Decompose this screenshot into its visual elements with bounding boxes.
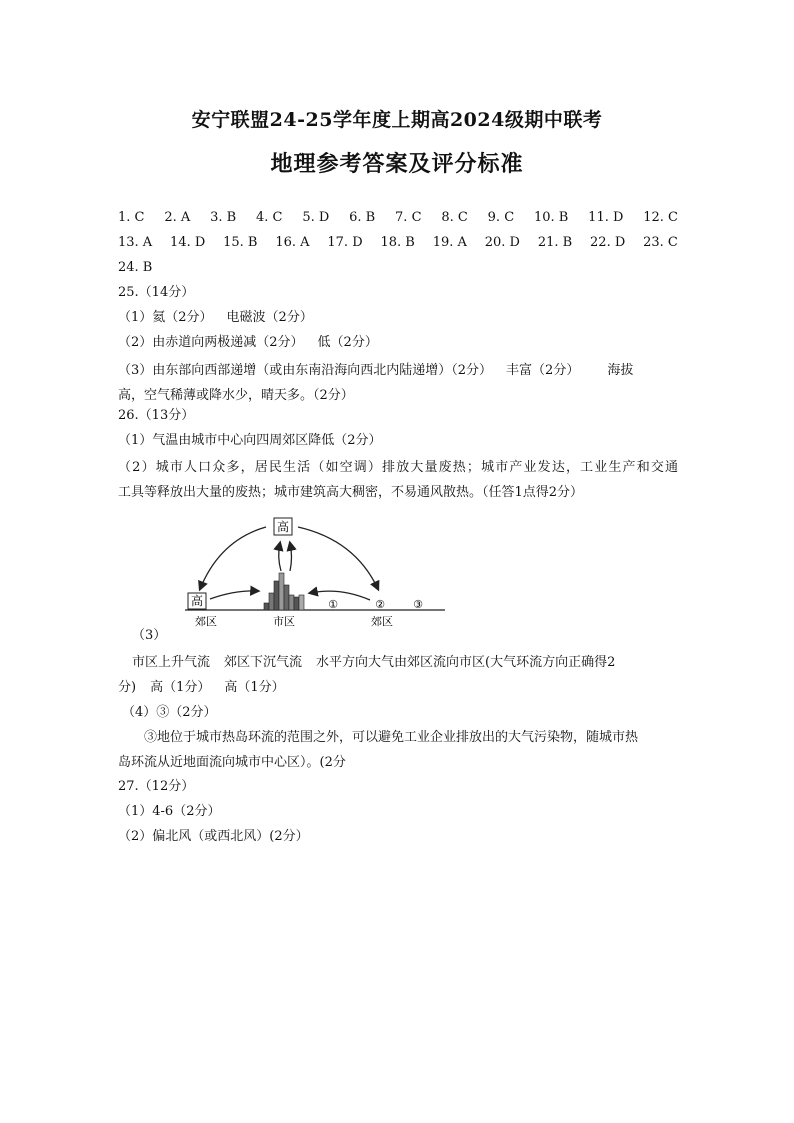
building [299, 595, 304, 610]
answer-row-2 [118, 233, 678, 258]
surface-inflow-arrow-left [210, 591, 258, 599]
q26-a4: （4）③（2分） [122, 705, 217, 720]
label-suburb-right: 郊区 [371, 615, 393, 628]
answer-item: 20. D [484, 235, 520, 250]
answer-item: 5. D [302, 210, 330, 225]
q25-answer-2 [118, 333, 678, 353]
q26-a3-text2: 郊区下沉气流 [224, 655, 303, 670]
q27-answer-2: （2）偏北风（或西北风）(2分） [118, 829, 309, 844]
q26-a2-line1: （2）城市人口众多，居民生活（如空调）排放大量废热；城市产业发达，工业生产和交通 [118, 460, 678, 475]
building [294, 597, 299, 610]
q26-a4-reason-line2: 岛环流从近地面流向城市中心区）。(2分 [118, 755, 346, 770]
q26-a2-line2: 工具等释放出大量的废热；城市建筑高大稠密，不易通风散热。（任答1点得2分） [118, 485, 584, 500]
answer-key-title: 地理参考答案及评分标准 [270, 151, 524, 177]
location-marker-2: ② [375, 598, 385, 611]
q27-heading: 27.（12分） [118, 779, 195, 794]
q26-answer-3 [118, 650, 678, 725]
answer-item: 13. A [118, 235, 153, 250]
building [284, 585, 289, 610]
q25-a3c: 海拔 [607, 363, 634, 378]
answer-item: 23. C [643, 235, 678, 250]
location-marker-3: ③ [413, 598, 423, 611]
answer-row-1 [118, 208, 678, 233]
q26-answer-1: （1）气温由城市中心向四周郊区降低（2分） [118, 433, 382, 448]
q25-answer-3 [118, 358, 678, 408]
q27-answer-1: （1）4-6（2分） [118, 804, 221, 819]
answer-row-3 [118, 258, 678, 283]
answer-item: 16. A [275, 235, 310, 250]
building [269, 593, 274, 610]
q25-a3d: 高，空气稀薄或降水少，晴天多。（2分） [118, 388, 354, 403]
answer-item: 10. B [533, 210, 569, 225]
q25-answer-1 [118, 308, 678, 328]
label-city: 市区 [273, 615, 295, 628]
answer-item: 18. B [380, 235, 415, 250]
answer-item: 15. B [223, 235, 258, 250]
q26-a3-text4: 分) [118, 680, 137, 695]
rising-air-arrow-left [279, 543, 281, 571]
exam-title: 安宁联盟24-25学年度上期高2024级期中联考 [191, 109, 603, 131]
choice-answers [118, 208, 678, 283]
q26-a4-reason [118, 725, 678, 775]
answer-item: 7. C [395, 210, 422, 225]
answer-item: 14. D [170, 235, 206, 250]
answer-item: 2. A [164, 210, 191, 225]
q26-a3-label: （3） [132, 628, 167, 643]
building [289, 595, 294, 610]
answer-item: 17. D [327, 235, 363, 250]
high-pressure-label-top: 高 [276, 520, 290, 534]
q25-a2: （2）由赤道向两极递减（2分） [118, 335, 304, 350]
high-pressure-label-left: 高 [190, 594, 204, 608]
q26-a3-text3: 水平方向大气由郊区流向市区(大气环流方向正确得2 [316, 655, 616, 670]
descending-air-arrow-left [200, 527, 266, 589]
answer-item: 6. B [349, 210, 376, 225]
answer-item: 11. D [588, 210, 624, 225]
descending-air-arrow-right [298, 527, 378, 589]
q26-a3-text6: 高（1分） [224, 680, 285, 695]
building [274, 581, 279, 610]
q26-a3-text5: 高（1分） [150, 680, 211, 695]
answer-item: 4. C [256, 210, 283, 225]
q26-heading: 26.（13分） [118, 408, 195, 423]
answer-item: 24. B [118, 260, 153, 275]
surface-inflow-arrow-right [310, 591, 370, 600]
building [279, 573, 284, 610]
rising-air-arrow-right [290, 543, 292, 571]
urban-heat-island-diagram [180, 515, 450, 630]
answer-item: 8. C [441, 210, 468, 225]
q26-a3-text1: 市区上升气流 [132, 655, 211, 670]
q25-a3b: 丰富（2分） [506, 363, 580, 378]
q26-answer-2 [118, 455, 678, 505]
q25-a3: （3）由东部向西部递增（或由东南沿海向西北内陆递增）（2分） [118, 363, 493, 378]
answer-item: 1. C [118, 210, 145, 225]
answer-item: 3. B [210, 210, 237, 225]
answer-item: 9. C [487, 210, 515, 225]
q25-a1: （1）氦（2分） [118, 310, 213, 325]
q26-a4-reason-line1: ③地位于城市热岛环流的范围之外，可以避免工业企业排放出的大气污染物，随城市热 [144, 730, 639, 745]
q25-a2b: 低（2分） [317, 335, 378, 350]
building [264, 603, 269, 610]
city-buildings [264, 573, 304, 610]
answer-item: 21. B [537, 235, 573, 250]
location-marker-1: ① [328, 598, 338, 611]
answer-item: 22. D [590, 235, 626, 250]
answer-item: 19. A [432, 235, 467, 250]
q25-heading: 25.（14分） [118, 285, 195, 300]
label-suburb-left: 郊区 [195, 615, 217, 628]
answer-item: 12. C [643, 210, 678, 225]
q25-a1b: 电磁波（2分） [226, 310, 313, 325]
